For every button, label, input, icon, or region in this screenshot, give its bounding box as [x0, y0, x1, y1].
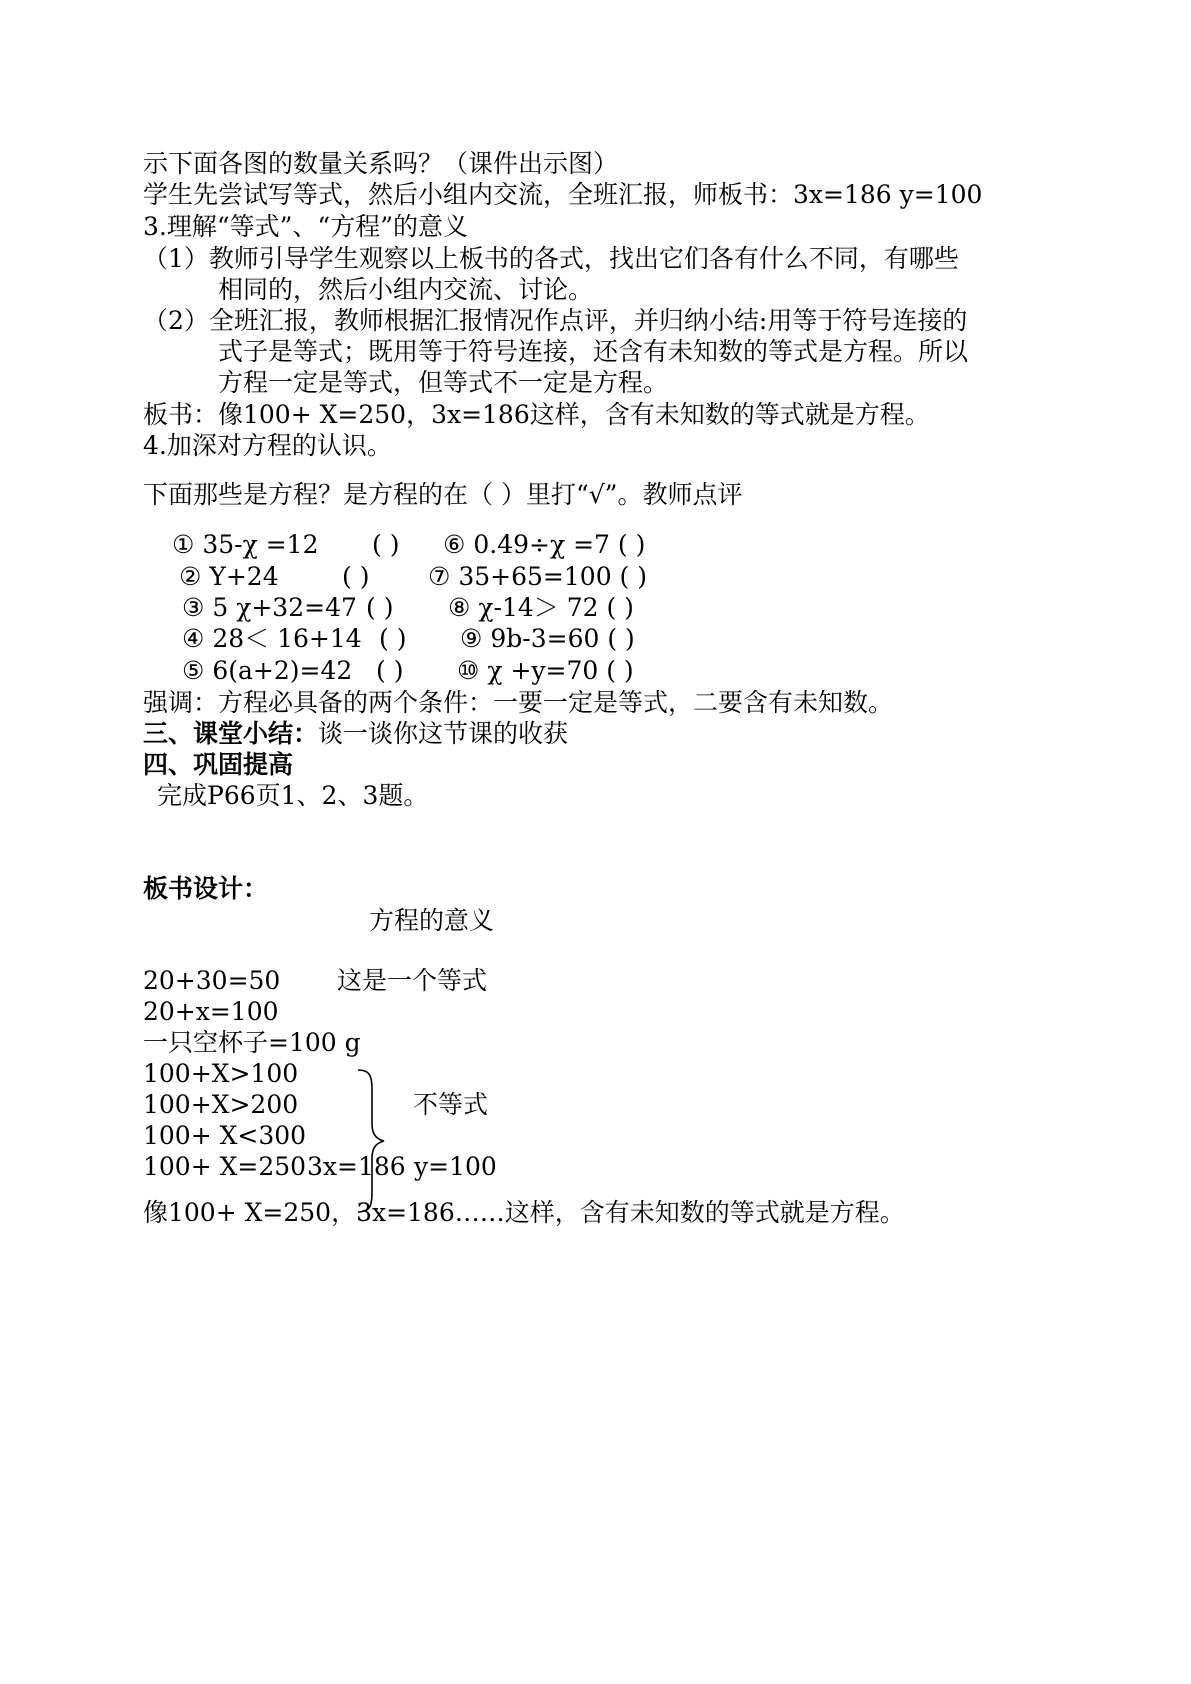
answer-blank: ( )	[342, 562, 370, 591]
board-equation: 3x=186	[307, 1152, 406, 1181]
inequality-label: 不等式	[413, 1090, 489, 1119]
board-conclusion: 像100+ X=250，3x=186……这样，含有未知数的等式就是方程。	[143, 1198, 905, 1227]
list-item-2-cont: 方程一定是等式，但等式不一定是方程。	[218, 368, 669, 397]
board-inequality: 100+X>200	[143, 1090, 299, 1119]
exercise-item: ⑤ 6(a+2)=42	[182, 656, 353, 685]
list-item-1-cont: 相同的，然后小组内交流、讨论。	[218, 275, 594, 304]
section-heading: 三、课堂小结：	[143, 719, 319, 748]
section-heading: 四、巩固提高	[143, 750, 294, 779]
exercise-item: ⑩ χ +y=70 ( )	[457, 656, 634, 685]
list-item-2-cont: 式子是等式；既用等于符号连接，还含有未知数的等式是方程。所以	[218, 337, 969, 366]
board-equation: 一只空杯子=100 g	[143, 1028, 361, 1057]
exercise-item: ① 35-χ =12	[172, 530, 319, 559]
answer-blank: ( )	[379, 624, 407, 653]
answer-blank: ( )	[372, 530, 400, 559]
board-title: 方程的意义	[369, 906, 495, 935]
board-equation: 20+30=50	[143, 966, 281, 995]
section-summary	[143, 719, 568, 749]
list-item-1: （1）教师引导学生观察以上板书的各式，找出它们各有什么不同，有哪些	[143, 244, 959, 273]
exercise-item: ⑦ 35+65=100 ( )	[428, 562, 647, 591]
text-line: 示下面各图的数量关系吗？（课件出示图）	[143, 149, 619, 178]
board-annotation: 这是一个等式	[337, 966, 488, 995]
text-line: 学生先尝试写等式，然后小组内交流，全班汇报，师板书：3x=186 y=100	[143, 180, 983, 209]
board-equation: 20+x=100	[143, 997, 279, 1026]
board-inequality: 100+ X<300	[143, 1121, 307, 1150]
exercise-item: ⑨ 9b-3=60 ( )	[460, 624, 635, 653]
section-text: 完成P66页1、2、3题。	[157, 781, 429, 810]
exercise-item: ④ 28＜ 16+14	[182, 624, 362, 653]
section-text: 谈一谈你这节课的收获	[318, 719, 569, 748]
section-subheading: 3.理解“等式”、“方程”的意义	[143, 212, 468, 241]
answer-blank: ( )	[376, 656, 404, 685]
board-equation: y=100	[414, 1152, 497, 1181]
board-note: 板书：像100+ X=250，3x=186这样，含有未知数的等式就是方程。	[143, 400, 930, 429]
exercise-item: ② Y+24	[179, 562, 279, 591]
exercise-prompt: 下面那些是方程？是方程的在（ ）里打“√”。教师点评	[143, 480, 743, 509]
board-inequality: 100+X>100	[143, 1059, 299, 1088]
exercise-item: ⑧ χ-14＞ 72 ( )	[448, 593, 634, 622]
emphasis-line: 强调：方程必具备的两个条件：一要一定是等式，二要含有未知数。	[143, 688, 894, 717]
section-subheading: 4.加深对方程的认识。	[143, 431, 392, 460]
board-equation: 100+ X=250	[143, 1152, 307, 1181]
exercise-item: ⑥ 0.49÷χ =7 ( )	[443, 530, 646, 559]
exercise-item: ③ 5 χ+32=47	[182, 593, 357, 622]
list-item-2: （2）全班汇报，教师根据汇报情况作点评，并归纳小结:用等于符号连接的	[143, 306, 968, 335]
curly-brace-icon	[356, 1066, 386, 1216]
answer-blank: ( )	[366, 593, 394, 622]
board-heading: 板书设计：	[143, 874, 269, 903]
